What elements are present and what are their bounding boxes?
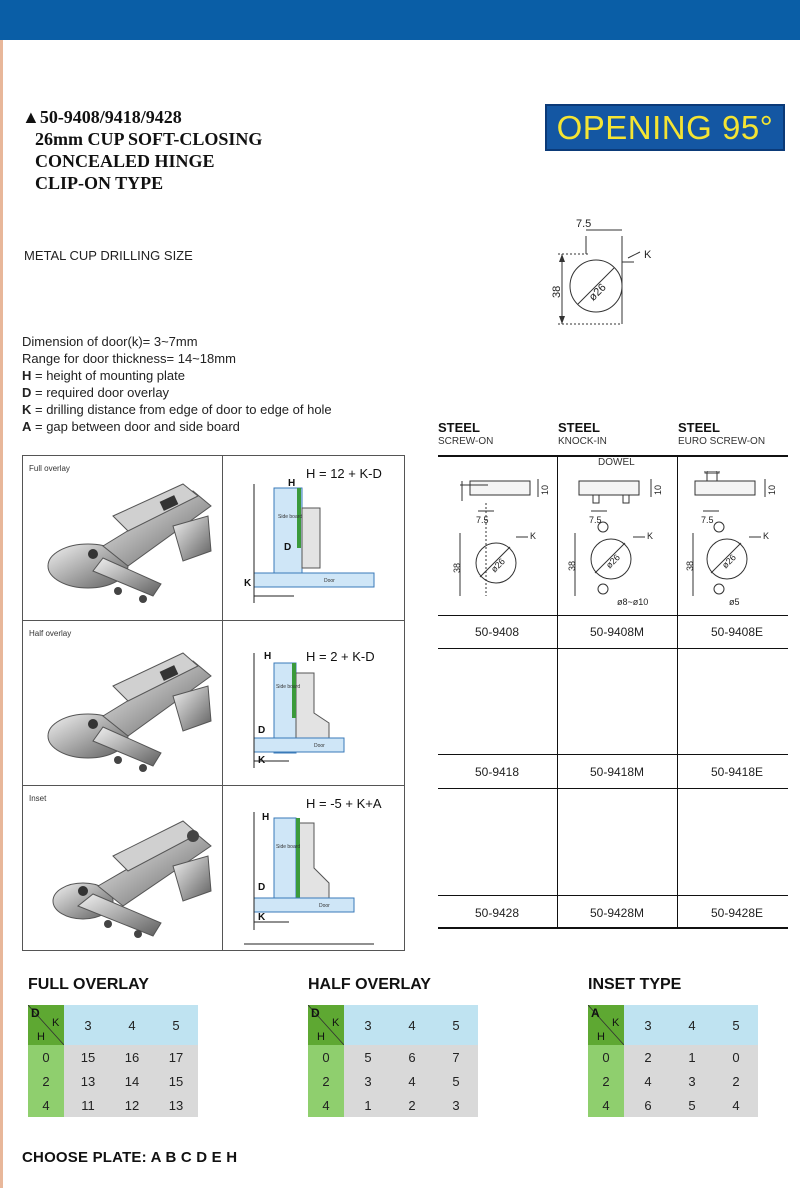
h-value-cell: 3 [452, 1098, 460, 1113]
h-value-cell: 2 [644, 1050, 652, 1065]
hinge-photo-icon [33, 806, 213, 941]
h-value-cell: 5 [452, 1074, 460, 1089]
svg-text:D: D [258, 725, 266, 736]
hinge-photo-cell [23, 621, 223, 785]
row-key-cell: 2 [322, 1074, 330, 1089]
screw-on-plate-drawing [448, 471, 553, 611]
svg-text:ø8~ø10: ø8~ø10 [617, 597, 649, 607]
svg-text:38: 38 [452, 562, 462, 573]
k-value-cell: 4 [408, 1018, 416, 1033]
opening-angle-badge: OPENING 95° [545, 104, 785, 151]
h-value-cell: 1 [364, 1098, 372, 1113]
definition-k: K = drilling distance from edge of door to edge of hole [22, 402, 332, 417]
h-value-cell: 11 [81, 1098, 95, 1113]
svg-text:ø5: ø5 [729, 597, 740, 607]
k-value-cell: 3 [364, 1018, 372, 1033]
page-edge-stripe [0, 40, 3, 1188]
hinge-photo-cell [23, 786, 223, 951]
half-overlay-title: HALF OVERLAY [308, 976, 431, 993]
title-line-hinge: CONCEALED HINGE [35, 151, 215, 171]
full-overlay-table [28, 1005, 198, 1117]
h-value-cell: 2 [408, 1098, 416, 1113]
h-value-cell: 15 [168, 1074, 184, 1089]
hinge-row-full-overlay [23, 456, 404, 621]
schem-k-label: K [244, 578, 252, 589]
row-key-cell: 4 [602, 1098, 610, 1113]
svg-text:10: 10 [540, 484, 550, 495]
h-value-cell: 14 [124, 1074, 140, 1089]
svg-text:7.5: 7.5 [476, 515, 489, 525]
svg-text:K: K [647, 531, 654, 541]
inset-type-table [588, 1005, 758, 1117]
svg-text:K: K [763, 531, 770, 541]
table-corner-cell [28, 1005, 64, 1045]
svg-text:7.5: 7.5 [701, 515, 714, 525]
choose-plate-note: CHOOSE PLATE: A B C D E H [22, 1149, 238, 1166]
code-9428: 50-9428 [474, 906, 520, 920]
schem-door-label: Door [324, 578, 335, 584]
row-key-cell: 0 [322, 1050, 330, 1065]
formula-half-overlay: H = 2 + K-D [306, 649, 375, 664]
row-label: Inset [29, 794, 47, 803]
schem-d-label: D [284, 542, 292, 553]
h-value-cell: 16 [124, 1050, 140, 1065]
k-value-cell: 4 [688, 1018, 696, 1033]
title-line-type: CLIP-ON TYPE [35, 173, 164, 193]
hinge-photo-cell [23, 456, 223, 620]
inset-schematic [244, 808, 394, 948]
h-value-cell: 1 [688, 1050, 696, 1065]
inset-type-title: INSET TYPE [588, 976, 682, 993]
hinge-overlay-table [22, 455, 405, 951]
schem-side-label: Side board [278, 514, 303, 520]
definition-d: D = required door overlay [22, 385, 170, 400]
svg-text:ø26: ø26 [603, 552, 622, 571]
row-key-cell: 4 [42, 1098, 50, 1113]
svg-text:ø26: ø26 [719, 552, 738, 571]
title-line-cup: 26mm CUP SOFT-CLOSING [35, 129, 263, 149]
cup-diameter-label: ø26 [586, 281, 609, 304]
header-bar [0, 0, 800, 40]
k-value-cell: 4 [128, 1018, 136, 1033]
full-overlay-title: FULL OVERLAY [28, 976, 149, 993]
schem-h-label: H [288, 478, 296, 489]
svg-text:38: 38 [567, 560, 577, 571]
h-value-grid [624, 1045, 758, 1117]
k-value-cell: 3 [84, 1018, 92, 1033]
spec-head-euro-screw-on: STEEL EURO SCREW-ON [678, 420, 766, 447]
svg-text:Side board: Side board [276, 844, 301, 850]
svg-text:Door: Door [319, 903, 330, 909]
k-header-row [64, 1005, 198, 1045]
code-9408e: 50-9408E [710, 625, 764, 639]
cup-offset-label: 7.5 [576, 218, 592, 230]
h-value-cell: 5 [364, 1050, 372, 1065]
svg-text:10: 10 [767, 484, 777, 495]
definition-a: A = gap between door and side board [22, 419, 240, 434]
code-9408: 50-9408 [474, 625, 520, 639]
h-value-grid [64, 1045, 198, 1117]
row-key-cell: 2 [602, 1074, 610, 1089]
corner-variable-label: D [31, 1006, 40, 1020]
code-9418m: 50-9418M [589, 765, 645, 779]
half-overlay-table [308, 1005, 478, 1117]
product-title [22, 106, 262, 194]
title-model-numbers: ▲50-9408/9418/9428 [22, 107, 182, 127]
svg-text:H: H [262, 812, 270, 823]
table-corner-cell [308, 1005, 344, 1045]
h-value-cell: 13 [80, 1074, 96, 1089]
h-value-cell: 4 [732, 1098, 740, 1113]
hinge-photo-icon [33, 641, 213, 776]
drilling-size-label: METAL CUP DRILLING SIZE [24, 248, 193, 263]
code-9418: 50-9418 [474, 765, 520, 779]
corner-k-label: K [612, 1017, 620, 1029]
h-value-cell: 4 [644, 1074, 652, 1089]
svg-text:Door: Door [314, 743, 325, 749]
full-overlay-schematic [244, 478, 394, 608]
hinge-schematic-cell [224, 456, 404, 620]
h-value-cell: 12 [124, 1098, 140, 1113]
svg-text:ø26: ø26 [488, 556, 507, 575]
h-value-cell: 2 [732, 1074, 740, 1089]
corner-h-label: H [597, 1031, 605, 1043]
corner-variable-label: A [591, 1006, 600, 1020]
door-thickness-note: Range for door thickness= 14~18mm [22, 351, 236, 366]
svg-text:38: 38 [685, 560, 695, 571]
hinge-schematic-cell [224, 786, 404, 951]
k-value-cell: 3 [644, 1018, 652, 1033]
code-9408m: 50-9408M [589, 625, 645, 639]
cup-drilling-diagram [548, 214, 668, 334]
corner-variable-label: D [311, 1006, 320, 1020]
h-value-cell: 6 [408, 1050, 416, 1065]
k-value-cell: 5 [732, 1018, 740, 1033]
spec-model-table [438, 455, 788, 929]
spec-head-screw-on: STEEL SCREW-ON [438, 420, 494, 447]
dowel-label: DOWEL [598, 457, 635, 468]
hinge-row-half-overlay [23, 621, 404, 786]
knock-in-plate-drawing [563, 471, 673, 611]
svg-text:D: D [258, 882, 266, 893]
euro-screw-on-plate-drawing [683, 471, 788, 611]
h-value-cell: 0 [732, 1050, 740, 1065]
h-value-cell: 5 [688, 1098, 696, 1113]
code-9418e: 50-9418E [710, 765, 764, 779]
svg-text:K: K [258, 755, 266, 766]
code-9428m: 50-9428M [589, 906, 645, 920]
formula-inset: H = -5 + K+A [306, 796, 382, 811]
cup-k-label: K [644, 249, 652, 261]
row-key-cell: 2 [42, 1074, 50, 1089]
h-value-cell: 17 [168, 1050, 184, 1065]
row-key-cell: 0 [602, 1050, 610, 1065]
dimension-notes [22, 333, 332, 435]
code-9428e: 50-9428E [710, 906, 764, 920]
h-value-cell: 6 [644, 1098, 652, 1113]
spec-table-headers [438, 420, 788, 455]
row-key-cell: 4 [322, 1098, 330, 1113]
svg-text:7.5: 7.5 [589, 515, 602, 525]
row-key-column [308, 1045, 344, 1117]
svg-text:K: K [258, 912, 266, 923]
k-header-row [624, 1005, 758, 1045]
definition-h: H = height of mounting plate [22, 368, 185, 383]
row-key-cell: 0 [42, 1050, 50, 1065]
h-value-cell: 15 [80, 1050, 96, 1065]
svg-text:H: H [264, 651, 272, 662]
svg-text:K: K [530, 531, 537, 541]
row-label: Half overlay [29, 629, 72, 638]
h-value-cell: 13 [168, 1098, 184, 1113]
row-key-column [588, 1045, 624, 1117]
h-value-cell: 3 [364, 1074, 372, 1089]
hinge-photo-icon [33, 476, 213, 611]
half-overlay-schematic [244, 643, 394, 773]
hinge-schematic-cell [224, 621, 404, 785]
spec-head-knock-in: STEEL KNOCK-IN [558, 420, 607, 447]
corner-k-label: K [332, 1017, 340, 1029]
h-value-grid [344, 1045, 478, 1117]
svg-text:10: 10 [653, 484, 663, 495]
hinge-row-inset [23, 786, 404, 951]
cup-height-label: 38 [551, 285, 563, 298]
h-value-cell: 7 [452, 1050, 460, 1065]
k-header-row [344, 1005, 478, 1045]
door-dimension-note: Dimension of door(k)= 3~7mm [22, 334, 198, 349]
svg-text:Side board: Side board [276, 684, 301, 690]
row-label: Full overlay [29, 464, 70, 473]
corner-h-label: H [37, 1031, 45, 1043]
corner-k-label: K [52, 1017, 60, 1029]
h-value-cell: 4 [408, 1074, 416, 1089]
k-value-cell: 5 [452, 1018, 460, 1033]
k-value-cell: 5 [172, 1018, 180, 1033]
h-value-cell: 3 [688, 1074, 696, 1089]
formula-full-overlay: H = 12 + K-D [306, 466, 382, 481]
row-key-column [28, 1045, 64, 1117]
table-corner-cell [588, 1005, 624, 1045]
corner-h-label: H [317, 1031, 325, 1043]
